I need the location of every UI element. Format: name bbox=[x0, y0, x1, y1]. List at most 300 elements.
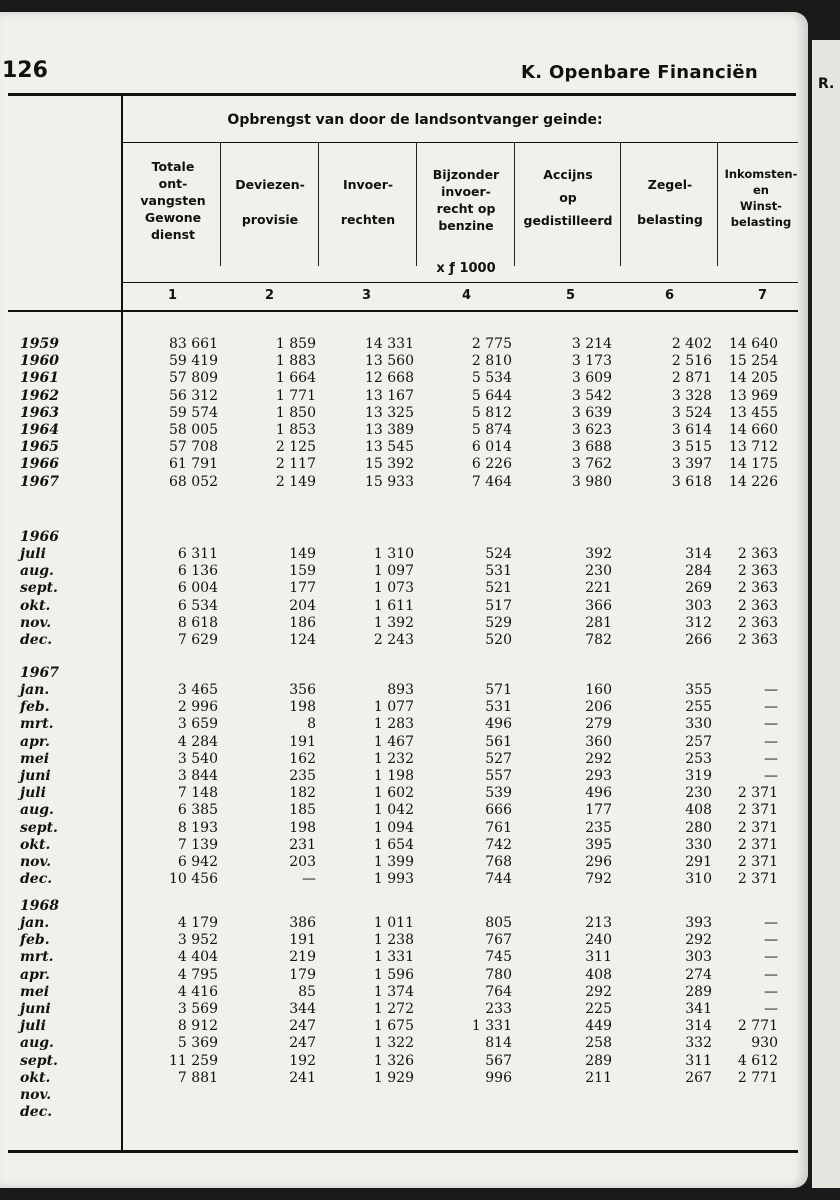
table-cell: 5 874 bbox=[471, 422, 512, 438]
row-label: nov. bbox=[20, 1087, 52, 1103]
table-cell: 177 bbox=[585, 802, 612, 819]
table-cell: — bbox=[764, 949, 778, 966]
table-cell: 782 bbox=[585, 632, 612, 648]
table-cell: 1 322 bbox=[373, 1035, 414, 1052]
table-cell: 15 392 bbox=[365, 456, 414, 473]
table-cell: 344 bbox=[289, 1001, 316, 1017]
table-cell: 1 097 bbox=[373, 563, 414, 580]
table-cell: 5 534 bbox=[471, 370, 512, 387]
table-row bbox=[0, 1053, 808, 1070]
table-row bbox=[0, 751, 808, 768]
table-cell: 744 bbox=[485, 871, 512, 888]
table-cell: 520 bbox=[485, 632, 512, 648]
table-cell: 14 660 bbox=[729, 422, 778, 438]
table-cell: 230 bbox=[585, 563, 612, 580]
col-number-5: 5 bbox=[566, 288, 576, 303]
chapter-title: K. Openbare Financiën bbox=[521, 62, 759, 83]
table-cell: 1 883 bbox=[275, 353, 316, 370]
table-cell: 221 bbox=[585, 580, 612, 597]
table-cell: 6 311 bbox=[177, 546, 218, 562]
table-cell: 1 853 bbox=[275, 422, 316, 438]
row-label: 1965 bbox=[20, 439, 59, 456]
table-cell: 1 073 bbox=[373, 580, 414, 597]
table-cell: 7 464 bbox=[471, 473, 512, 490]
table-cell: 6 534 bbox=[177, 597, 218, 614]
row-label: jan. bbox=[20, 915, 50, 931]
table-row bbox=[0, 802, 808, 819]
table-cell: 203 bbox=[289, 854, 316, 870]
table-cell: 360 bbox=[585, 733, 612, 750]
table-cell: 191 bbox=[289, 932, 316, 949]
table-cell: 2 871 bbox=[671, 370, 712, 387]
row-label: mei bbox=[20, 983, 50, 1000]
table-cell: 2 117 bbox=[275, 456, 316, 473]
table-cell: 792 bbox=[585, 871, 612, 888]
table-cell: 2 363 bbox=[737, 632, 778, 648]
table-cell: 2 996 bbox=[177, 699, 218, 716]
row-label: juli bbox=[20, 1018, 46, 1035]
table-row bbox=[0, 1087, 808, 1104]
table-cell: 1 331 bbox=[373, 949, 414, 966]
table-cell: 7 148 bbox=[177, 785, 218, 802]
table-cell: 8 618 bbox=[177, 614, 218, 631]
row-label: sept. bbox=[20, 1052, 58, 1069]
table-cell: 3 609 bbox=[571, 370, 612, 387]
table-cell: 311 bbox=[685, 1052, 712, 1069]
table-cell: 289 bbox=[585, 1052, 612, 1069]
table-cell: 2 371 bbox=[737, 871, 778, 888]
table-row bbox=[0, 1070, 808, 1087]
col-number-7: 7 bbox=[758, 288, 768, 303]
table-cell: 4 404 bbox=[177, 949, 218, 966]
col-header-4: Bijzonder invoer- recht op benzine bbox=[432, 167, 500, 233]
row-label: mrt. bbox=[20, 949, 54, 966]
table-row bbox=[0, 615, 808, 632]
table-cell: 1 654 bbox=[373, 836, 414, 853]
table-cell: — bbox=[302, 871, 316, 888]
table-cell: 2 371 bbox=[737, 836, 778, 853]
table-cell: 1 238 bbox=[373, 932, 414, 949]
table-cell: 1 077 bbox=[373, 699, 414, 716]
table-cell: 231 bbox=[289, 836, 316, 853]
table-cell: 57 708 bbox=[169, 439, 218, 456]
table-cell: 296 bbox=[585, 854, 612, 870]
row-label: dec. bbox=[20, 871, 53, 888]
table-cell: 8 bbox=[307, 716, 316, 733]
table-cell: 219 bbox=[289, 949, 316, 966]
row-label: sept. bbox=[20, 819, 58, 836]
table-cell: 3 524 bbox=[671, 404, 712, 421]
table-cell: 2 371 bbox=[737, 785, 778, 802]
next-page-edge bbox=[812, 40, 840, 1188]
table-cell: 1 310 bbox=[373, 546, 414, 562]
table-cell: 281 bbox=[585, 614, 612, 631]
table-cell: 13 560 bbox=[365, 353, 414, 370]
table-cell: 408 bbox=[585, 966, 612, 983]
row-label: juli bbox=[20, 785, 46, 802]
col-header-5: Accijns op gedistilleerd bbox=[523, 167, 613, 228]
table-cell: 2 363 bbox=[737, 563, 778, 580]
table-cell: 186 bbox=[289, 614, 316, 631]
table-cell: 192 bbox=[289, 1052, 316, 1069]
row-label: okt. bbox=[20, 597, 51, 614]
table-cell: 7 629 bbox=[177, 632, 218, 648]
table-cell: 5 369 bbox=[177, 1035, 218, 1052]
table-cell: 355 bbox=[685, 682, 712, 698]
table-row bbox=[0, 871, 808, 888]
table-cell: 3 688 bbox=[571, 439, 612, 456]
table-row bbox=[0, 699, 808, 716]
row-label: 1962 bbox=[20, 387, 59, 404]
table-cell: 314 bbox=[685, 1018, 712, 1035]
table-row bbox=[0, 967, 808, 984]
table-cell: 1 272 bbox=[373, 1001, 414, 1017]
table-cell: 253 bbox=[685, 750, 712, 767]
table-cell: 666 bbox=[485, 802, 512, 819]
row-label: 1961 bbox=[20, 370, 59, 387]
table-cell: 319 bbox=[685, 768, 712, 784]
table-cell: 557 bbox=[485, 768, 512, 784]
col-header-3: Invoer- rechten bbox=[340, 177, 396, 227]
table-cell: 814 bbox=[485, 1035, 512, 1052]
table-cell: 2 149 bbox=[275, 473, 316, 490]
table-row bbox=[0, 932, 808, 949]
table-cell: 3 614 bbox=[671, 422, 712, 438]
table-cell: 3 980 bbox=[571, 473, 612, 490]
table-cell: 392 bbox=[585, 546, 612, 562]
table-cell: 1 326 bbox=[373, 1052, 414, 1069]
table-cell: 160 bbox=[585, 682, 612, 698]
table-cell: 2 371 bbox=[737, 819, 778, 836]
col-number-3: 3 bbox=[362, 288, 372, 303]
table-cell: 225 bbox=[585, 1001, 612, 1017]
table-row bbox=[0, 474, 808, 491]
table-cell: 247 bbox=[289, 1018, 316, 1035]
table-cell: 198 bbox=[289, 699, 316, 716]
table-cell: 449 bbox=[585, 1018, 612, 1035]
table-cell: 284 bbox=[685, 563, 712, 580]
table-cell: 1 042 bbox=[373, 802, 414, 819]
table-row bbox=[0, 336, 808, 353]
table-cell: — bbox=[764, 966, 778, 983]
row-label: juni bbox=[20, 1001, 51, 1017]
table-cell: 247 bbox=[289, 1035, 316, 1052]
table-row bbox=[0, 353, 808, 370]
table-cell: 10 456 bbox=[169, 871, 218, 888]
table-cell: 742 bbox=[485, 836, 512, 853]
row-label: 1960 bbox=[20, 353, 59, 370]
table-cell: — bbox=[764, 716, 778, 733]
table-cell: 1 859 bbox=[275, 336, 316, 352]
table-cell: 255 bbox=[685, 699, 712, 716]
section-title: 1968 bbox=[20, 897, 59, 914]
table-cell: 303 bbox=[685, 597, 712, 614]
table-cell: 191 bbox=[289, 733, 316, 750]
table-cell: 567 bbox=[485, 1052, 512, 1069]
table-cell: 893 bbox=[387, 682, 414, 698]
group-header-rule bbox=[122, 142, 798, 143]
table-cell: 1 331 bbox=[471, 1018, 512, 1035]
table-cell: 341 bbox=[685, 1001, 712, 1017]
table-cell: 3 173 bbox=[571, 353, 612, 370]
row-label: dec. bbox=[20, 632, 53, 648]
table-cell: 292 bbox=[685, 932, 712, 949]
table-cell: 3 952 bbox=[177, 932, 218, 949]
table-row bbox=[0, 837, 808, 854]
table-cell: 8 912 bbox=[177, 1018, 218, 1035]
table-cell: 59 574 bbox=[169, 404, 218, 421]
table-cell: 61 791 bbox=[169, 456, 218, 473]
table-row bbox=[0, 682, 808, 699]
table-cell: 3 465 bbox=[177, 682, 218, 698]
table-cell: 6 004 bbox=[177, 580, 218, 597]
section-title: 1966 bbox=[20, 528, 59, 545]
table-cell: 213 bbox=[585, 915, 612, 931]
table-row bbox=[0, 785, 808, 802]
table-cell: 1 374 bbox=[373, 983, 414, 1000]
table-cell: 2 771 bbox=[737, 1018, 778, 1035]
table-row bbox=[0, 1018, 808, 1035]
table-row bbox=[0, 768, 808, 785]
table-cell: 764 bbox=[485, 983, 512, 1000]
table-cell: 14 226 bbox=[729, 473, 778, 490]
row-label: sept. bbox=[20, 580, 58, 597]
table-cell: 267 bbox=[685, 1069, 712, 1086]
table-row bbox=[0, 388, 808, 405]
table-cell: — bbox=[764, 750, 778, 767]
table-cell: 13 325 bbox=[365, 404, 414, 421]
row-label: 1967 bbox=[20, 473, 59, 490]
table-cell: 162 bbox=[289, 750, 316, 767]
row-label: apr. bbox=[20, 733, 50, 750]
table-cell: 4 179 bbox=[177, 915, 218, 931]
table-row bbox=[0, 439, 808, 456]
table-cell: 3 515 bbox=[671, 439, 712, 456]
table-row bbox=[0, 405, 808, 422]
table-cell: 330 bbox=[685, 836, 712, 853]
table-cell: 177 bbox=[289, 580, 316, 597]
table-row bbox=[0, 820, 808, 837]
table-cell: 6 385 bbox=[177, 802, 218, 819]
table-cell: 185 bbox=[289, 802, 316, 819]
table-cell: 3 569 bbox=[177, 1001, 218, 1017]
bottom-rule bbox=[8, 1150, 798, 1153]
table-cell: 395 bbox=[585, 836, 612, 853]
unit-label: x ƒ 1000 bbox=[436, 261, 496, 276]
table-cell: — bbox=[764, 915, 778, 931]
table-cell: 2 363 bbox=[737, 597, 778, 614]
table-row bbox=[0, 984, 808, 1001]
table-cell: 14 205 bbox=[729, 370, 778, 387]
table-cell: 279 bbox=[585, 716, 612, 733]
table-cell: 257 bbox=[685, 733, 712, 750]
col-header-6: Zegel- belasting bbox=[637, 177, 703, 227]
table-cell: 159 bbox=[289, 563, 316, 580]
table-cell: 179 bbox=[289, 966, 316, 983]
table-cell: 15 254 bbox=[729, 353, 778, 370]
table-row bbox=[0, 546, 808, 563]
table-cell: 2 125 bbox=[275, 439, 316, 456]
table-cell: 68 052 bbox=[169, 473, 218, 490]
table-cell: 280 bbox=[685, 819, 712, 836]
table-row bbox=[0, 580, 808, 597]
table-row bbox=[0, 456, 808, 473]
table-cell: 517 bbox=[485, 597, 512, 614]
table-cell: — bbox=[764, 733, 778, 750]
header-bottom-rule bbox=[8, 310, 798, 312]
table-cell: 3 328 bbox=[671, 387, 712, 404]
table-cell: 3 542 bbox=[571, 387, 612, 404]
table-row bbox=[0, 632, 808, 649]
table-row bbox=[0, 949, 808, 966]
table-cell: 14 175 bbox=[729, 456, 778, 473]
row-label: 1959 bbox=[20, 336, 59, 352]
table-cell: 4 284 bbox=[177, 733, 218, 750]
table-row bbox=[0, 1001, 808, 1018]
table-cell: 311 bbox=[585, 949, 612, 966]
table-cell: 124 bbox=[289, 632, 316, 648]
table-cell: 2 402 bbox=[671, 336, 712, 352]
table-cell: 1 929 bbox=[373, 1069, 414, 1086]
table-cell: 2 363 bbox=[737, 546, 778, 562]
table-cell: 1 993 bbox=[373, 871, 414, 888]
table-cell: 6 014 bbox=[471, 439, 512, 456]
table-cell: 745 bbox=[485, 949, 512, 966]
table-cell: 14 331 bbox=[365, 336, 414, 352]
table-cell: 527 bbox=[485, 750, 512, 767]
table-cell: 289 bbox=[685, 983, 712, 1000]
col-divider bbox=[620, 142, 621, 266]
row-label: okt. bbox=[20, 1069, 51, 1086]
table-cell: 1 664 bbox=[275, 370, 316, 387]
table-cell: 56 312 bbox=[169, 387, 218, 404]
table-cell: 57 809 bbox=[169, 370, 218, 387]
table-cell: 571 bbox=[485, 682, 512, 698]
table-cell: 274 bbox=[685, 966, 712, 983]
table-cell: 13 455 bbox=[729, 404, 778, 421]
table-cell: 3 618 bbox=[671, 473, 712, 490]
row-label: aug. bbox=[20, 563, 54, 580]
table-cell: 386 bbox=[289, 915, 316, 931]
row-label: okt. bbox=[20, 836, 51, 853]
row-label: mrt. bbox=[20, 716, 54, 733]
table-row bbox=[0, 422, 808, 439]
table-row bbox=[0, 370, 808, 387]
row-label: juli bbox=[20, 546, 46, 562]
row-label: mei bbox=[20, 750, 50, 767]
table-cell: 332 bbox=[685, 1035, 712, 1052]
row-label: nov. bbox=[20, 614, 52, 631]
table-cell: 1 011 bbox=[373, 915, 414, 931]
row-label: 1964 bbox=[20, 422, 59, 438]
table-cell: 291 bbox=[685, 854, 712, 870]
unit-rule bbox=[122, 282, 798, 283]
table-cell: 3 639 bbox=[571, 404, 612, 421]
table-cell: 3 214 bbox=[571, 336, 612, 352]
col-number-6: 6 bbox=[665, 288, 675, 303]
table-cell: 496 bbox=[485, 716, 512, 733]
table-cell: 292 bbox=[585, 983, 612, 1000]
table-cell: 2 516 bbox=[671, 353, 712, 370]
table-row bbox=[0, 1104, 808, 1121]
table-cell: 1 602 bbox=[373, 785, 414, 802]
table-cell: 531 bbox=[485, 563, 512, 580]
table-cell: 1 771 bbox=[275, 387, 316, 404]
row-label: jan. bbox=[20, 682, 50, 698]
table-cell: 206 bbox=[585, 699, 612, 716]
table-cell: 182 bbox=[289, 785, 316, 802]
table-cell: 930 bbox=[751, 1035, 778, 1052]
table-row bbox=[0, 915, 808, 932]
table-cell: — bbox=[764, 932, 778, 949]
table-cell: 292 bbox=[585, 750, 612, 767]
table-cell: 293 bbox=[585, 768, 612, 784]
table-cell: 1 596 bbox=[373, 966, 414, 983]
table-cell: 258 bbox=[585, 1035, 612, 1052]
table-cell: 266 bbox=[685, 632, 712, 648]
table-cell: 314 bbox=[685, 546, 712, 562]
table-cell: 561 bbox=[485, 733, 512, 750]
table-cell: 2 363 bbox=[737, 614, 778, 631]
table-cell: 330 bbox=[685, 716, 712, 733]
section-title: 1967 bbox=[20, 664, 59, 681]
table-cell: — bbox=[764, 682, 778, 698]
col-header-2: Deviezen- provisie bbox=[235, 177, 305, 227]
table-cell: 4 416 bbox=[177, 983, 218, 1000]
table-cell: 230 bbox=[685, 785, 712, 802]
table-cell: 3 844 bbox=[177, 768, 218, 784]
col-header-1: Totale ont- vangsten Gewone dienst bbox=[140, 159, 206, 242]
table-cell: 539 bbox=[485, 785, 512, 802]
table-cell: 1 094 bbox=[373, 819, 414, 836]
table-cell: 529 bbox=[485, 614, 512, 631]
table-cell: 3 540 bbox=[177, 750, 218, 767]
col-number-1: 1 bbox=[168, 288, 178, 303]
table-cell: 2 775 bbox=[471, 336, 512, 352]
table-cell: 2 371 bbox=[737, 854, 778, 870]
row-label: feb. bbox=[20, 699, 50, 716]
row-label: aug. bbox=[20, 802, 54, 819]
table-cell: 761 bbox=[485, 819, 512, 836]
table-cell: 524 bbox=[485, 546, 512, 562]
table-cell: 4 795 bbox=[177, 966, 218, 983]
table-cell: 366 bbox=[585, 597, 612, 614]
table-cell: 85 bbox=[298, 983, 316, 1000]
table-cell: 8 193 bbox=[177, 819, 218, 836]
table-row bbox=[0, 1035, 808, 1052]
col-number-2: 2 bbox=[265, 288, 275, 303]
table-cell: 241 bbox=[289, 1069, 316, 1086]
table-cell: 15 933 bbox=[365, 473, 414, 490]
table-cell: — bbox=[764, 1001, 778, 1017]
row-label: 1963 bbox=[20, 404, 59, 421]
row-label: 1966 bbox=[20, 456, 59, 473]
table-row bbox=[0, 563, 808, 580]
row-label: aug. bbox=[20, 1035, 54, 1052]
table-cell: 780 bbox=[485, 966, 512, 983]
page-number: 126 bbox=[2, 58, 48, 83]
table-cell: 5 812 bbox=[471, 404, 512, 421]
table-cell: 1 232 bbox=[373, 750, 414, 767]
group-header: Opbrengst van door de landsontvanger geinde: bbox=[227, 112, 603, 128]
table-cell: 6 226 bbox=[471, 456, 512, 473]
table-cell: 408 bbox=[685, 802, 712, 819]
table-cell: 312 bbox=[685, 614, 712, 631]
row-label: apr. bbox=[20, 966, 50, 983]
col-divider bbox=[220, 142, 221, 266]
table-cell: 7 881 bbox=[177, 1069, 218, 1086]
top-rule bbox=[8, 93, 796, 96]
